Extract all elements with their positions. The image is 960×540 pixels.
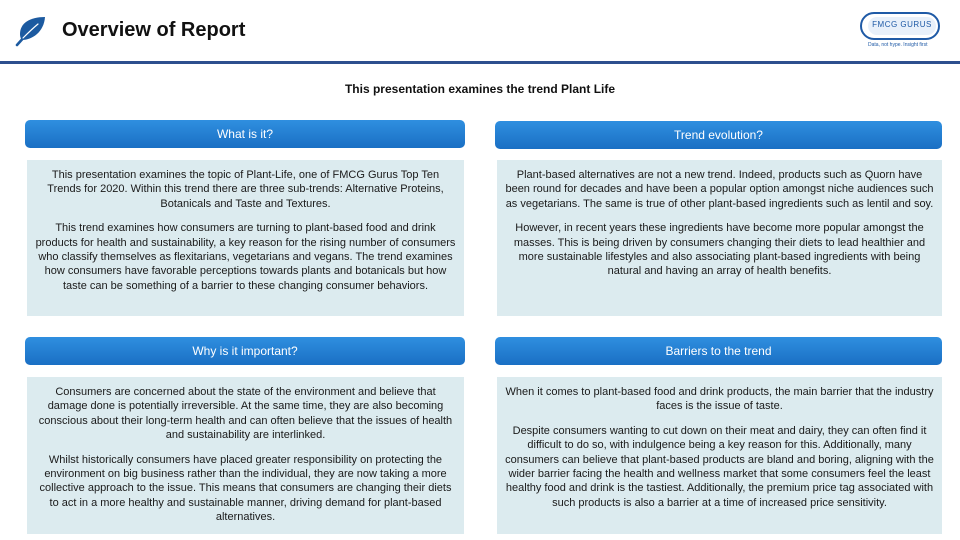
logo-oval [860, 12, 940, 40]
section-paragraph: However, in recent years these ingredients have become more popular amongst the masses. This is being driven by consumers changing their diets to lead healthier and more sustainable lifestyles and also associating plant-based ingredients with being natural and having an array of health benefits. [513, 222, 926, 278]
section-panel-barriers [497, 377, 942, 534]
company-logo [858, 12, 942, 50]
intro-text: This presentation examines the trend Plant Life [344, 82, 616, 96]
section-heading-evolution: Trend evolution? [495, 121, 942, 149]
section-paragraph: Despite consumers wanting to cut down on their meat and dairy, they can often find it difficult to do so, with indulgence being a key reason for this. Additionally, many consumers can believe that plant-based products are bland and boring, aligning with the wider barrier facing the health and wellness market that some consumers feel the least healthy food and drink is the tastiest. Additionally, the premium price tag associated with such products is also a barrier at a time of increased price sensitivity. [505, 424, 934, 509]
section-paragraph: When it comes to plant-based food and drink products, the main barrier that the industry faces is the issue of taste. [505, 386, 934, 413]
section-heading-barriers: Barriers to the trend [495, 337, 942, 365]
section-panel-what [27, 160, 464, 316]
section-heading-why: Why is it important? [25, 337, 465, 365]
section-paragraph: Whilst historically consumers have placed greater responsibility on protecting the environment on big business rather than the individual, they are now taking a more collective approach to the issue. This means that consumers are changing their diets to act in a more healthy and sustainable manner, driving demand for plant-based alternatives. [39, 453, 452, 524]
slide-header [0, 0, 960, 62]
logo-tagline: Data, not hype. Insight first [868, 42, 928, 48]
section-panel-evolution [497, 160, 942, 316]
section-paragraph: Consumers are concerned about the state of the environment and believe that damage done is potentially irreversible. At the same time, they are also becoming conscious about their long-term health and can often believe that the issues of health and sustainability are interlinked. [38, 386, 453, 442]
section-heading-what: What is it? [25, 120, 465, 148]
logo-text: FMCG GURUS [872, 20, 932, 29]
page-title: Overview of Report [62, 19, 246, 41]
section-paragraph: Plant-based alternatives are not a new trend. Indeed, products such as Quorn have been round for decades and have been a popular option amongst niche audiences such as vegetarians. The same is true of other plant-based ingredients such as lentil and soy. [505, 169, 934, 210]
section-paragraph: This trend examines how consumers are turning to plant-based food and drink products for health and sustainability, a key reason for the rising number of consumers who classify themselves as flexitarians, vegetarians and vegans. The trend examines how consumers have favorable perceptions towards plants and botanicals but how taste can be something of a barrier to these changing consumer behaviors. [35, 222, 456, 292]
header-divider [0, 61, 960, 64]
section-paragraph: This presentation examines the topic of Plant-Life, one of FMCG Gurus Top Ten Trends for 2020. Within this trend there are three sub-trends: Alternative Proteins, Botanicals and Taste and Textures. [47, 169, 444, 210]
leaf-icon [14, 14, 48, 48]
section-panel-why [27, 377, 464, 534]
